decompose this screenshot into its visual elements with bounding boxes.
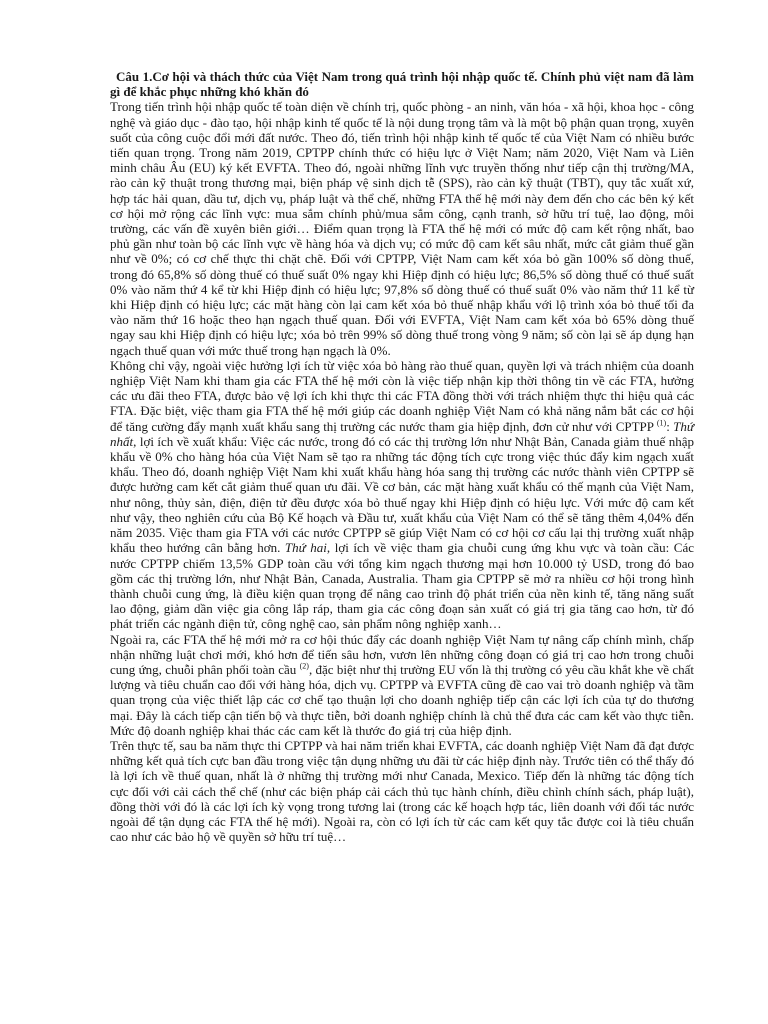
paragraph-2 (110, 358, 694, 632)
footnote-ref-1: (1) (656, 418, 667, 428)
paragraph-4: Trên thực tế, sau ba năm thực thi CPTPP và hai năm triển khai EVFTA, các doanh nghiệp Việt Nam đã đạt được những kết quả tích cực ban đầu trong việc tận dụng những ưu đãi từ các hiệp định này. Trước tiên có thể thấy đó là lợi ích về thuế quan, nhất là ở những thị trường mới như Canada, Mexico. Tiếp đến là những tác động tích cực đối với cải cách thể chế (như các biện pháp cải cách thủ tục hành chính, điều chỉnh chính sách, pháp luật), đồng thời với đó là các lợi ích kỳ vọng trong tương lai (trong các kế hoạch hợp tác, liên doanh với đối tác nước ngoài để tận dụng các FTA thế hệ mới). Ngoài ra, còn có lợi ích từ các cam kết quy tắc được coi là tiêu chuẩn cao như các bảo hộ về quyền sở hữu trí tuệ… (110, 737, 694, 845)
paragraph-3 (110, 632, 694, 738)
paragraph-2-text-b: : (666, 418, 674, 434)
document-page (110, 69, 694, 844)
paragraph-2-text-a: Không chỉ vậy, ngoài việc hưởng lợi ích từ việc xóa bỏ hàng rào thuế quan, quyền lợi và trách nhiệm của doanh nghiệp Việt Nam khi tham gia các FTA thế hệ mới còn là việc tiếp nhận kịp thời thông tin về các FTA, hưởng các ưu đãi theo FTA, được bảo vệ lợi ích khi thực thi các FTA đồng thời với trách nhiệm thực thi hiệu quả các FTA. Đặc biệt, việc tham gia FTA thế hệ mới giúp các doanh nghiệp Việt Nam có khả năng nắm bắt các cơ hội để tăng cường đẩy mạnh xuất khẩu sang thị trường các nước tham gia hiệp định, đơn cử như với CPTPP (110, 357, 694, 434)
emphasis-first: Thứ nhất (110, 418, 694, 449)
document-title: Câu 1.Cơ hội và thách thức của Việt Nam trong quá trình hội nhập quốc tế. Chính phủ việt nam đã làm gì để khắc phục những khó khăn đó (110, 69, 694, 100)
footnote-ref-2: (2) (299, 661, 309, 671)
paragraph-1: Trong tiến trình hội nhập quốc tế toàn diện về chính trị, quốc phòng - an ninh, văn hóa - xã hội, khoa học - công nghệ và giáo dục - đào tạo, hội nhập kinh tế quốc tế là nội dung trọng tâm và là một bộ phận quan trọng, xuyên suốt của công cuộc đổi mới đất nước. Theo đó, tiến trình hội nhập kinh tế quốc tế của Việt Nam có nhiều bước tiến quan trọng. Trong năm 2019, CPTPP chính thức có hiệu lực ở Việt Nam; năm 2020, Việt Nam và Liên minh châu Âu (EU) ký kết EVFTA. Theo đó, ngoài những lĩnh vực truyền thống như tiếp cận thị trường/MA, rào cản kỹ thuật trong thương mại, biện pháp vệ sinh dịch tễ (SPS), rào cản kỹ thuật (TBT), quy tắc xuất xứ, hợp tác hải quan, dầu tư, dịch vụ, pháp luật và thể chế, những FTA thế hệ mới này đem đến cho các bên ký kết cơ hội mở rộng các lĩnh vực: mua sắm chính phủ/mua sắm công, cạnh tranh, sở hữu trí tuệ, lao động, môi trường, các vấn đề xuyên biên giới… Điểm quan trọng là FTA thế hệ mới có mức độ cam kết rộng nhất, bao phủ gần như toàn bộ các lĩnh vực về hàng hóa và dịch vụ; có mức độ cam kết sâu nhất, mức cắt giảm thuế gần như về 0%; có cơ chế thực thi chặt chẽ. Đối với CPTPP, Việt Nam cam kết xóa bỏ gần 100% số dòng thuế, trong đó 65,8% số dòng thuế có thuế suất 0% ngay khi Hiệp định có hiệu lực; 86,5% số dòng thuế có thuế suất 0% vào năm thứ 4 kể từ khi Hiệp định có hiệu lực; 97,8% số dòng thuế có thuế suất 0% vào năm thứ 11 kể từ khi Hiệp định có hiệu lực; các mặt hàng còn lại cam kết xóa bỏ thuế nhập khẩu với lộ trình xóa bỏ thuế tối đa vào năm thứ 16 hoặc theo hạn ngạch thuế quan. Đối với EVFTA, Việt Nam cam kết xóa bỏ 65% dòng thuế ngay sau khi Hiệp định có hiệu lực; xóa bỏ trên 99% số dòng thuế trong vòng 9 năm; số còn lại sẽ áp dụng hạn ngạch thuế quan với mức thuế trong hạn ngạch là 0%. (110, 99, 694, 358)
paragraph-2-text-d: , lợi ích về việc tham gia chuỗi cung ứng khu vực và toàn cầu: Các nước CPTPP chiếm 13,5% GDP toàn cầu với tổng kim ngạch thương mại hơn 10.000 tỷ USD, trong đó bao gồm các thị trường lớn, như Nhật Bản, Canada, Australia. Tham gia CPTPP sẽ mở ra nhiều cơ hội trong hình thành chuỗi cung ứng, là điều kiện quan trọng để nâng cao trình độ phát triển của nền kinh tế, tăng năng suất lao động, giảm dần việc gia công lắp ráp, tham gia các công đoạn sản xuất có giá trị gia tăng cao hơn, từ đó phát triển các ngành điện tử, công nghệ cao, sản phẩm nông nghiệp xanh… (110, 540, 694, 632)
paragraph-3-text-a: Ngoài ra, các FTA thế hệ mới mở ra cơ hội thúc đẩy các doanh nghiệp Việt Nam tự nâng cấp chính mình, chấp nhận những luật chơi mới, khó hơn để tiến sâu hơn, vươn lên những công đoạn có giá trị cao hơn trong chuỗi cung ứng, chuỗi phân phối toàn cầu (110, 631, 694, 677)
emphasis-second: Thứ hai (284, 540, 327, 556)
paragraph-3-text-b: , đặc biệt như thị trường EU vốn là thị trường có yêu cầu khắt khe về chất lượng và tiêu chuẩn cao đối với hàng hóa, dịch vụ. CPTPP và EVFTA cũng đề cao vai trò doanh nghiệp và tầm quan trọng của việc thiết lập các cơ chế tạo thuận lợi cho doanh nghiệp tiếp cận các lợi ích của tự do thương mại. Đây là cách tiếp cận tiến bộ và thực tiễn, bởi doanh nghiệp chính là chủ thể đưa các cam kết vào thực tiễn. Mức độ doanh nghiệp khai thác các cam kết là thước đo giá trị của hiệp định. (110, 661, 694, 738)
paragraph-2-text-c: , lợi ích về xuất khẩu: Việc các nước, trong đó có các thị trường lớn như Nhật Bản, Canada giảm thuế nhập khẩu về 0% cho hàng hóa của Việt Nam sẽ tạo ra những tác động tích cực trong việc thúc đẩy kim ngạch xuất khẩu. Theo đó, doanh nghiệp Việt Nam khi xuất khẩu hàng hóa sang thị trường các nước thành viên CPTPP sẽ được hưởng cam kết cắt giảm thuế quan ưu đãi. Về cơ bản, các mặt hàng xuất khẩu có thế mạnh của Việt Nam, như nông, thủy sản, điện, điện tử đều được xóa bỏ thuế ngay khi Hiệp định có hiệu lực. Với mức độ cam kết như vậy, theo nghiên cứu của Bộ Kế hoạch và Đầu tư, xuất khẩu của Việt Nam có thể sẽ tăng thêm 4,04% đến năm 2035. Việc tham gia FTA với các nước CPTPP sẽ giúp Việt Nam có cơ hội cơ cấu lại thị trường xuất nhập khẩu theo hướng cân bằng hơn. (110, 433, 694, 556)
